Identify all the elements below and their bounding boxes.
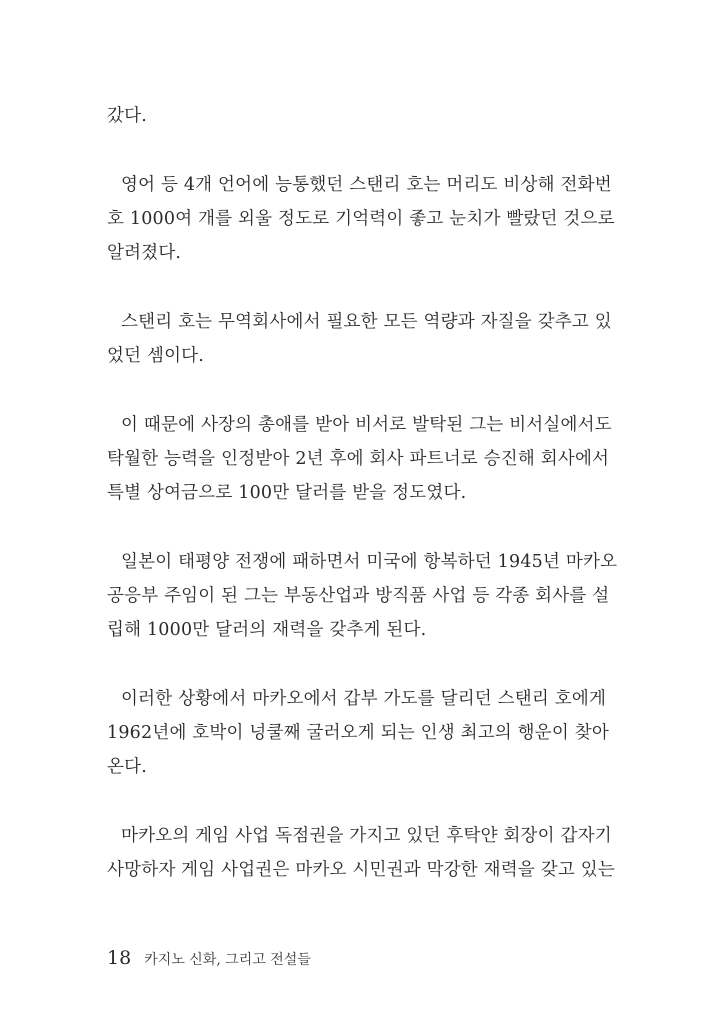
page-number: 18 xyxy=(107,947,132,969)
text-line: 립해 1000만 달러의 재력을 갖추게 된다. xyxy=(107,620,427,640)
text-line: 었던 셈이다. xyxy=(107,346,205,366)
text-line: 탁월한 능력을 인정받아 2년 후에 회사 파트너로 승진해 회사에서 xyxy=(107,449,610,469)
text-line: 영어 등 4개 언어에 능통했던 스탠리 호는 머리도 비상해 전화번 xyxy=(121,175,612,195)
text-line: 이 때문에 사장의 총애를 받아 비서로 발탁된 그는 비서실에서도 xyxy=(121,415,612,435)
text-line: 알려졌다. xyxy=(107,243,182,263)
text-line: 특별 상여금으로 100만 달러를 받을 정도였다. xyxy=(107,483,467,503)
text-line: 호 1000여 개를 외울 정도로 기억력이 좋고 눈치가 빨랐던 것으로 xyxy=(107,209,615,229)
text-line: 일본이 태평양 전쟁에 패하면서 미국에 항복하던 1945년 마카오 xyxy=(121,552,618,572)
running-title: 카지노 신화, 그리고 전설들 xyxy=(144,952,311,968)
text-line: 마카오의 게임 사업 독점권을 가지고 있던 후탁얀 회장이 갑자기 xyxy=(121,826,612,846)
page-footer xyxy=(107,944,311,972)
text-line: 1962년에 호박이 넝쿨째 굴러오게 되는 인생 최고의 행운이 찾아 xyxy=(107,723,609,743)
text-line: 이러한 상황에서 마카오에서 갑부 가도를 달리던 스탠리 호에게 xyxy=(121,689,607,709)
text-line: 갔다. xyxy=(107,106,147,126)
text-line: 온다. xyxy=(107,757,147,777)
text-line: 스탠리 호는 무역회사에서 필요한 모든 역량과 자질을 갖추고 있 xyxy=(121,312,612,332)
text-line: 사망하자 게임 사업권은 마카오 시민권과 막강한 재력을 갖고 있는 xyxy=(107,860,615,880)
text-line: 공응부 주임이 된 그는 부동산업과 방직품 사업 등 각종 회사를 설 xyxy=(107,586,610,606)
